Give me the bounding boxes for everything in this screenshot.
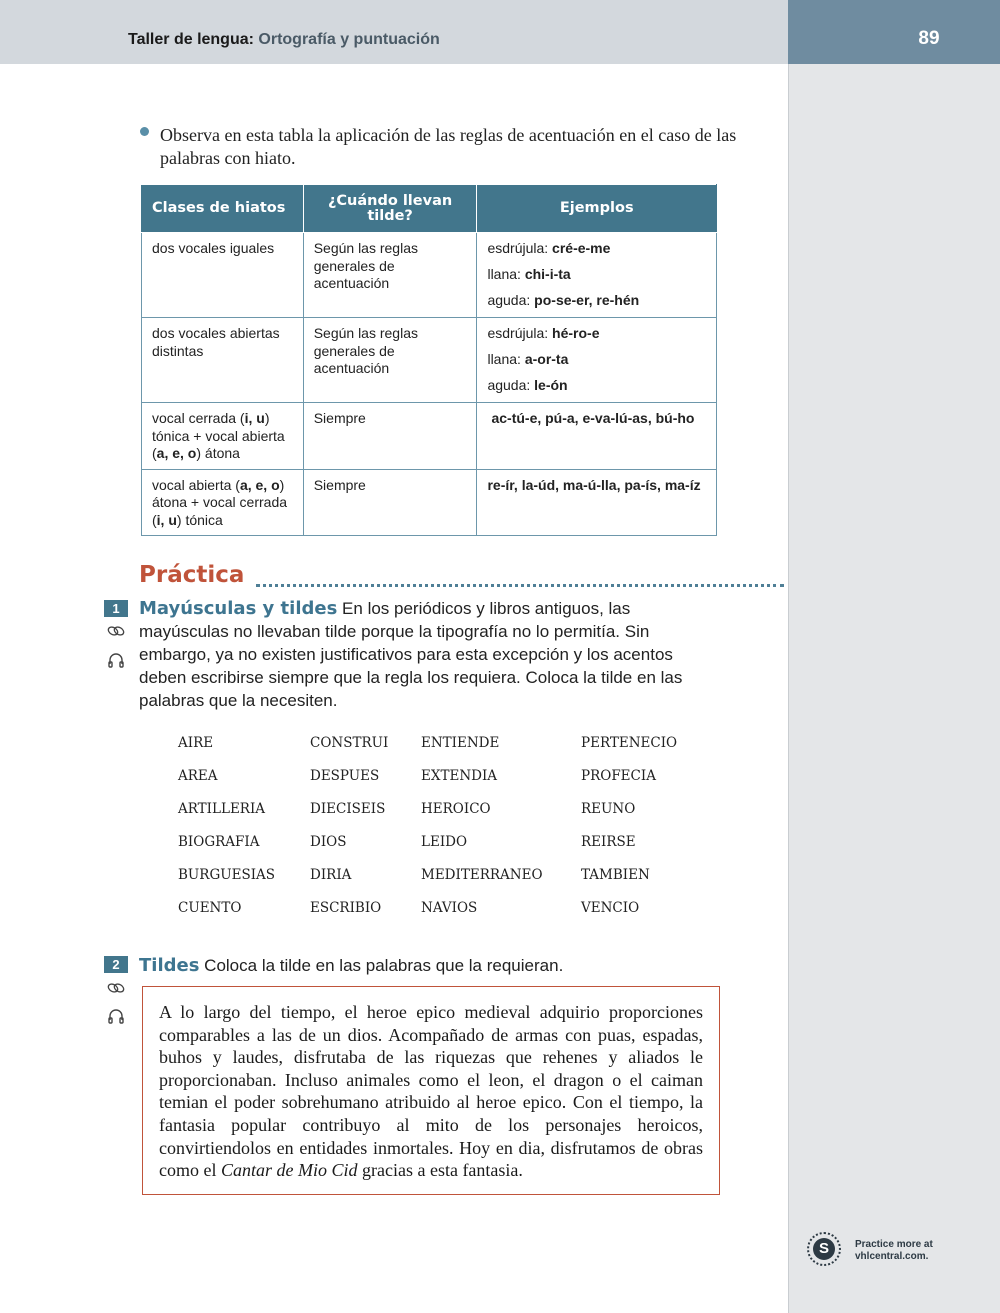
word-item: DIRIA (310, 867, 352, 883)
bullet-icon (140, 127, 149, 136)
example-word: cré-e-me (552, 240, 611, 256)
clase-text: ) tónica (176, 511, 223, 528)
table-cell-cuando: Según las reglas generales de acentuación (303, 233, 477, 318)
clase-text: ) átona + vocal cerrada ( (152, 476, 288, 528)
example-line (487, 292, 706, 309)
word-item: ENTIENDE (421, 735, 500, 751)
page-number-band (788, 0, 1000, 64)
table-row (142, 233, 717, 318)
table-cell-ejemplos (477, 233, 717, 318)
passage-text-end: gracias a esta fantasia. (362, 1160, 523, 1181)
example-label: aguda: (487, 292, 531, 308)
word-item: AREA (178, 768, 218, 784)
table-cell-ejemplos: ac-tú-e, pú-a, e-va-lú-as, bú-ho (477, 403, 717, 470)
practice-more-link[interactable] (855, 1239, 933, 1263)
example-word: a-or-ta (524, 351, 569, 367)
word-item: ARTILLERIA (178, 801, 266, 817)
intro-paragraph (140, 124, 740, 170)
exercise-2-title: Tildes (139, 955, 200, 976)
dotted-rule (256, 584, 784, 587)
table-cell-clase (142, 469, 304, 536)
table-cell-clase: dos vocales abiertas distintas (142, 318, 304, 403)
word-item: EXTENDIA (421, 768, 498, 784)
link-icon[interactable] (107, 624, 125, 642)
example-line (487, 325, 706, 342)
example-word: le-ón (534, 377, 568, 393)
word-column (421, 735, 543, 933)
header-title (128, 31, 440, 49)
word-item: MEDITERRANEO (421, 867, 543, 883)
table-header-row (142, 185, 717, 233)
word-item: DIOS (310, 834, 347, 850)
vhl-logo-letter: S (813, 1238, 835, 1260)
table-cell-ejemplos: re-ír, la-úd, ma-ú-lla, pa-ís, ma-íz (477, 469, 717, 536)
example-line (487, 266, 706, 283)
example-label: esdrújula: (487, 240, 549, 256)
example-label: esdrújula: (487, 325, 549, 341)
table-header-cuando: ¿Cuándo llevan tilde? (303, 185, 477, 233)
word-item: DIECISEIS (310, 801, 386, 817)
clase-vowels: a, e, o (239, 476, 280, 493)
passage-box (142, 986, 720, 1195)
exercise-1-title: Mayúsculas y tildes (139, 598, 338, 619)
word-item: REIRSE (581, 834, 636, 850)
word-item: PERTENECIO (581, 735, 678, 751)
exercise-1-text: En los periódicos y libros antiguos, las mayúsculas no llevaban tilde porque la tipografía no lo permitía. Sin embargo, ya no existen justificativos para esta excepción y los acentos deben escribirse siempre que la regla los requiera. Coloca la tilde en las palabras que la necesiten. (139, 599, 683, 710)
page-number: 89 (918, 28, 940, 49)
word-item: BIOGRAFIA (178, 834, 260, 850)
exercise-1 (139, 597, 719, 712)
word-item: HEROICO (421, 801, 491, 817)
headphones-icon[interactable] (107, 652, 125, 672)
clase-vowels: a, e, o (156, 445, 197, 461)
exercise-1-number: 1 (104, 600, 128, 617)
exercise-2-number: 2 (104, 956, 128, 973)
passage-text: A lo largo del tiempo, el heroe epico medieval adquirio proporciones comparables a las de un dios. Acompañado de armas con puas, espadas, buhos y laudes, disfrutaba de las riquezas que rehenes y aliados le proporcionaban. Incluso animales como el leon, el dragon o el caiman temian el poder sobrehumano atribuido al heroe epico. Con el tiempo, la fantasia popular contribuyo al mito de los personajes heroicos, convirtiendolos en entidades inmortales. Hoy en dia, disfrutamos de obras como el (159, 1002, 703, 1181)
table-cell-cuando: Según las reglas generales de acentuación (303, 318, 477, 403)
example-word: chi-i-ta (524, 266, 571, 282)
word-item: ESCRIBIO (310, 900, 382, 916)
example-line (487, 377, 706, 394)
example-line (487, 240, 706, 257)
word-item: TAMBIEN (581, 867, 650, 883)
word-item: REUNO (581, 801, 636, 817)
word-item: AIRE (178, 735, 214, 751)
clase-text: vocal cerrada ( (152, 410, 245, 426)
word-item: CONSTRUI (310, 735, 389, 751)
word-item: LEIDO (421, 834, 468, 850)
headphones-icon[interactable] (107, 1008, 125, 1028)
word-item: BURGUESIAS (178, 867, 276, 883)
passage-title-italic: Cantar de Mio Cid (220, 1160, 358, 1181)
example-word: hé-ro-e (552, 325, 600, 341)
link-icon[interactable] (107, 981, 125, 999)
word-column (310, 735, 388, 933)
example-word: po-se-er, re-hén (534, 292, 640, 308)
vhl-logo-icon[interactable] (807, 1232, 841, 1266)
table-header-ejemplos: Ejemplos (477, 185, 717, 233)
word-item: CUENTO (178, 900, 242, 916)
word-item: NAVIOS (421, 900, 478, 916)
hiatus-rules-table (141, 184, 717, 536)
header-title-main: Taller de lengua: (128, 31, 254, 48)
intro-text: Observa en esta tabla la aplicación de las reglas de acentuación en el caso de las palabras con hiato. (160, 125, 737, 168)
example-label: llana: (487, 351, 521, 367)
word-item: VENCIO (581, 900, 640, 916)
header-subtitle: Ortografía y puntuación (258, 31, 440, 48)
clase-vowels: i, u (156, 511, 177, 528)
table-cell-ejemplos (477, 318, 717, 403)
table-cell-cuando: Siempre (303, 403, 477, 470)
word-column (178, 735, 275, 933)
word-column (581, 735, 677, 933)
example-label: llana: (487, 266, 521, 282)
table-cell-clase: dos vocales iguales (142, 233, 304, 318)
table-row (142, 469, 717, 536)
practica-title: Práctica (139, 562, 245, 588)
example-line (487, 351, 706, 368)
clase-text: ) átona (196, 445, 240, 461)
practice-line-2: vhlcentral.com. (855, 1251, 929, 1262)
table-header-clases: Clases de hiatos (142, 185, 304, 233)
table-row (142, 318, 717, 403)
clase-vowels: i, u (244, 410, 265, 426)
practice-line-1: Practice more at (855, 1239, 933, 1250)
word-item: DESPUES (310, 768, 380, 784)
table-row (142, 403, 717, 470)
right-sidebar (788, 0, 1000, 1313)
exercise-2 (139, 954, 563, 977)
table-cell-cuando: Siempre (303, 469, 477, 536)
table-cell-clase (142, 403, 304, 470)
exercise-2-text: Coloca la tilde en las palabras que la requieran. (204, 956, 564, 975)
clase-text: vocal abierta ( (152, 476, 240, 493)
example-label: aguda: (487, 377, 531, 393)
word-item: PROFECIA (581, 768, 656, 784)
clase-text: ) tónica + vocal abierta ( (152, 410, 285, 461)
